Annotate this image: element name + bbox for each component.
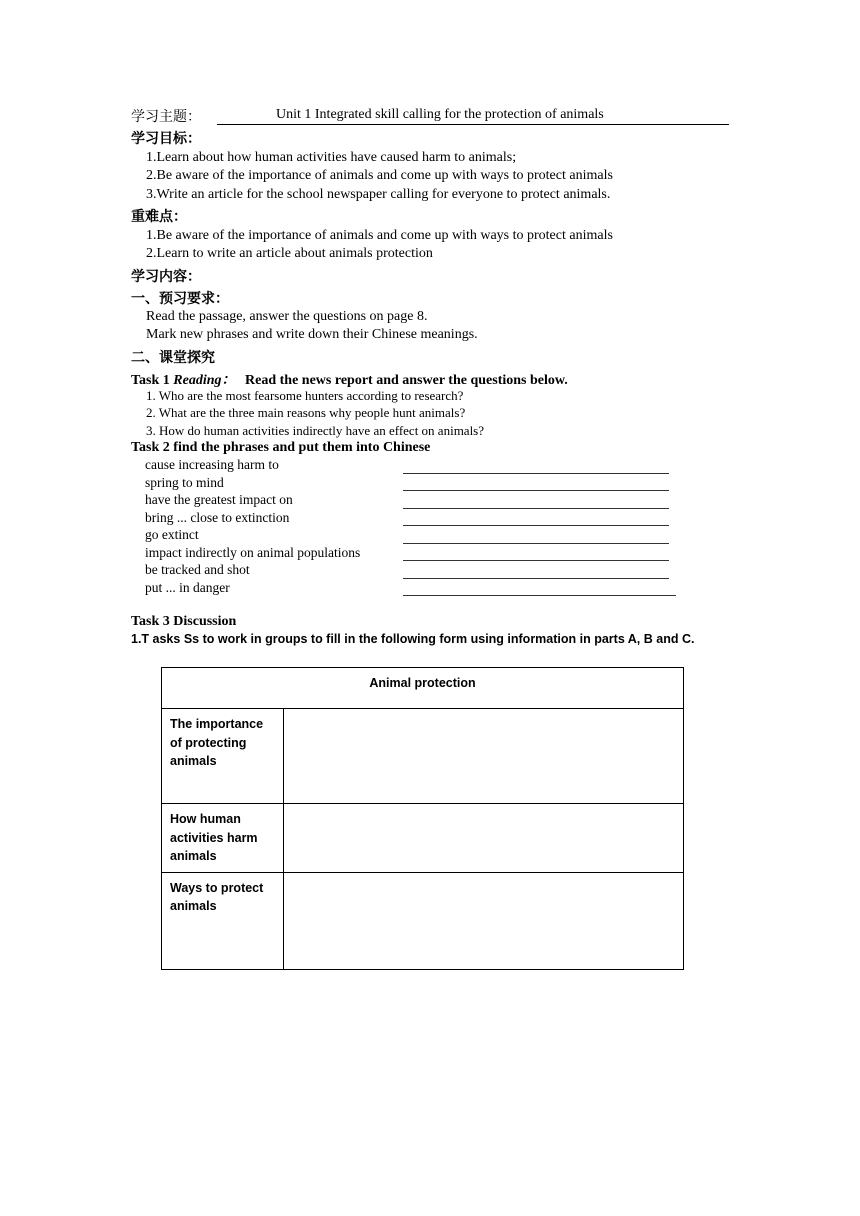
phrase-item: impact indirectly on animal populations (145, 545, 361, 560)
answer-blank[interactable] (403, 472, 669, 474)
key-point-item: 2.Learn to write an article about animals protection (146, 246, 433, 261)
answer-blank[interactable] (403, 542, 669, 544)
phrase-item: bring ... close to extinction (145, 510, 290, 525)
preview-heading: 一、预习要求： (131, 291, 229, 307)
task2-heading: Task 2 find the phrases and put them into Chinese (131, 440, 431, 455)
phrase-item: go extinct (145, 527, 199, 542)
key-point-item: 1.Be aware of the importance of animals and come up with ways to protect animals (146, 228, 613, 243)
preview-item: Mark new phrases and write down their Chinese meanings. (146, 327, 478, 342)
task3-heading: Task 3 Discussion (131, 614, 237, 629)
phrase-item: be tracked and shot (145, 562, 250, 577)
classroom-heading: 二、课堂探究 (131, 350, 215, 366)
objective-item: 3.Write an article for the school newspaper calling for everyone to protect animals. (146, 187, 611, 202)
phrase-item: spring to mind (145, 475, 224, 490)
task3-instruction: 1.T asks Ss to work in groups to fill in the following form using information in parts A, B and C. (131, 632, 695, 646)
task1-question: 2. What are the three main reasons why people hunt animals? (146, 405, 466, 420)
task1-reading: Reading： (173, 373, 236, 388)
objectives-heading: 学习目标： (131, 131, 201, 147)
task1-question: 3. How do human activities indirectly have an effect on animals? (146, 423, 485, 438)
task1-question: 1. Who are the most fearsome hunters according to research? (146, 388, 464, 403)
task1-heading (131, 369, 568, 389)
objective-item: 2.Be aware of the importance of animals and come up with ways to protect animals (146, 168, 613, 183)
table-row-label: The importance of protecting animals (162, 709, 284, 804)
key-points-heading: 重难点： (131, 209, 187, 225)
content-heading: 学习内容： (131, 269, 201, 285)
table-answer-cell[interactable] (284, 709, 684, 804)
table-title: Animal protection (162, 668, 684, 709)
table-answer-cell[interactable] (284, 872, 684, 969)
answer-blank[interactable] (403, 507, 669, 509)
table-row-label: How human activities harm animals (162, 804, 284, 873)
answer-blank[interactable] (403, 489, 669, 491)
phrase-item: cause increasing harm to (145, 457, 279, 472)
topic-label: 学习主题： (131, 109, 201, 125)
phrase-item: put ... in danger (145, 580, 230, 595)
answer-blank[interactable] (403, 594, 676, 596)
answer-blank[interactable] (403, 524, 669, 526)
answer-blank[interactable] (403, 577, 669, 579)
table-answer-cell[interactable] (284, 804, 684, 873)
phrase-item: have the greatest impact on (145, 492, 293, 507)
task1-label: Task 1 (131, 373, 170, 388)
objective-item: 1.Learn about how human activities have caused harm to animals; (146, 150, 517, 165)
preview-item: Read the passage, answer the questions on page 8. (146, 309, 428, 324)
answer-blank[interactable] (403, 559, 669, 561)
topic-title: Unit 1 Integrated skill calling for the protection of animals (276, 107, 604, 122)
task1-instruction: Read the news report and answer the questions below. (245, 373, 568, 388)
table-row-label: Ways to protect animals (162, 872, 284, 969)
animal-protection-table (161, 667, 684, 970)
